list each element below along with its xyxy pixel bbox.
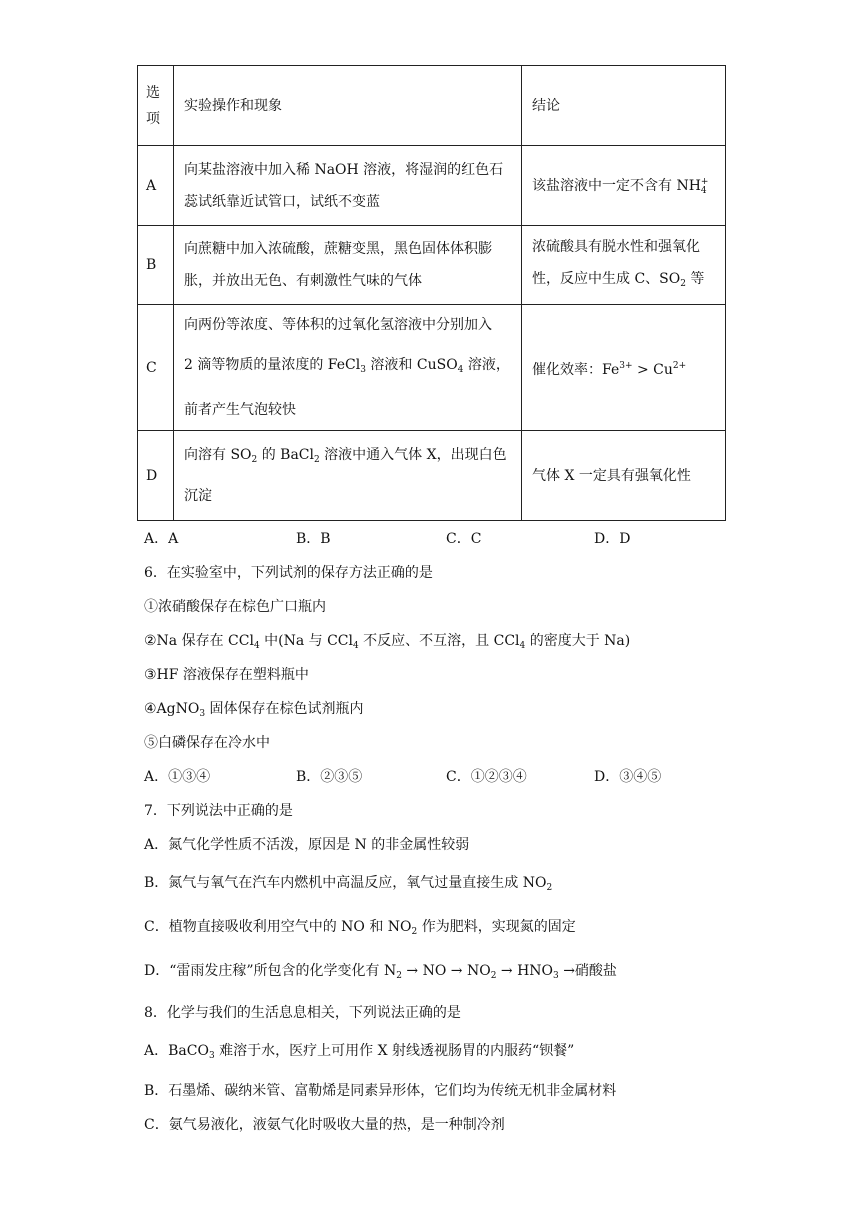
row-conclusion: 催化效率：$Fe^{3+} > Cu^{2+}$ [522,305,726,431]
row-operation: 向溶有 $SO_2$ 的 BaCl$_2$ 溶液中通入气体 X，出现白色 沉淀 [174,431,522,521]
row-operation: 向两份等浓度、等体积的过氧化氢溶液中分别加入 2 滴等物质的量浓度的 FeCl$_3$ 溶液和 CuSO$_4$ 溶液， 前者产生气泡较快 [174,305,522,431]
table-row [138,431,726,521]
q6-item-5: ⑤白磷保存在冷水中 [144,735,270,751]
experiment-table [137,65,726,521]
table-header-row [138,66,726,146]
row-conclusion: 该盐溶液中一定不含有 NH+ 4 [522,146,726,226]
q8-stem: 8．化学与我们的生活息息相关，下列说法正确的是 [144,1005,461,1021]
header-operation: 实验操作和现象 [174,66,522,146]
row-operation: 向蔗糖中加入浓硫酸，蔗糖变黑，黑色固体体积膨 胀，并放出无色、有刺激性气味的气体 [174,226,522,305]
q6-choice-d[interactable]: D．③④⑤ [594,769,662,785]
header-conclusion: 结论 [522,66,726,146]
q6-item-3: ③HF 溶液保存在塑料瓶中 [144,667,309,683]
table-row [138,146,726,226]
q6-item-4: ④AgNO$_3$ 固体保存在棕色试剂瓶内 [144,701,364,719]
table-row [138,226,726,305]
q5-choice-b[interactable]: B．B [296,531,331,547]
q7-choice-b[interactable]: B．氮气与氧气在汽车内燃机中高温反应，氧气过量直接生成 $NO_2$ [144,875,553,893]
q5-choice-d[interactable]: D．D [594,531,631,547]
row-id: B [138,226,174,305]
row-operation: 向某盐溶液中加入稀 NaOH 溶液，将湿润的红色石 蕊试纸靠近试管口，试纸不变蓝 [174,146,522,226]
q7-stem: 7．下列说法中正确的是 [144,803,293,819]
q8-choice-a[interactable]: A．BaCO$_3$ 难溶于水，医疗上可用作 X 射线透视肠胃的内服药“钡餐” [144,1043,575,1061]
row-id: A [138,146,174,226]
row-conclusion: 气体 X 一定具有强氧化性 [522,431,726,521]
q8-choice-b[interactable]: B．石墨烯、碳纳米管、富勒烯是同素异形体，它们均为传统无机非金属材料 [144,1083,617,1099]
table-row [138,305,726,431]
q6-choice-c[interactable]: C．①②③④ [446,769,527,785]
row-id: D [138,431,174,521]
q5-choice-c[interactable]: C．C [446,531,482,547]
q8-choice-c[interactable]: C．氨气易液化，液氨气化时吸收大量的热，是一种制冷剂 [144,1117,505,1133]
q5-choice-a[interactable]: A．A [144,531,179,547]
q7-choice-c[interactable]: C．植物直接吸收利用空气中的 NO 和 $NO_2$ 作为肥料，实现氮的固定 [144,919,576,937]
q6-item-1: ①浓硝酸保存在棕色广口瓶内 [144,599,326,615]
row-conclusion: 浓硫酸具有脱水性和强氧化 性，反应中生成 C、$SO_2$ 等 [522,226,726,305]
row-id: C [138,305,174,431]
q6-stem: 6．在实验室中，下列试剂的保存方法正确的是 [144,565,433,581]
q6-choice-b[interactable]: B．②③⑤ [296,769,363,785]
q7-choice-d[interactable]: D．“雷雨发庄稼”所包含的化学变化有 $N_2$ → NO → $NO_2 \to HNO_3$ →硝酸盐 [144,963,617,981]
q6-item-2: ②Na 保存在 CCl$_4$ 中(Na 与 CCl$_4$ 不反应、不互溶，且 CCl$_4$ 的密度大于 Na) [144,633,631,651]
q7-choice-a[interactable]: A．氮气化学性质不活泼，原因是 N 的非金属性较弱 [144,837,470,853]
q6-choice-a[interactable]: A．①③④ [144,769,211,785]
header-option: 选 项 [138,66,174,146]
